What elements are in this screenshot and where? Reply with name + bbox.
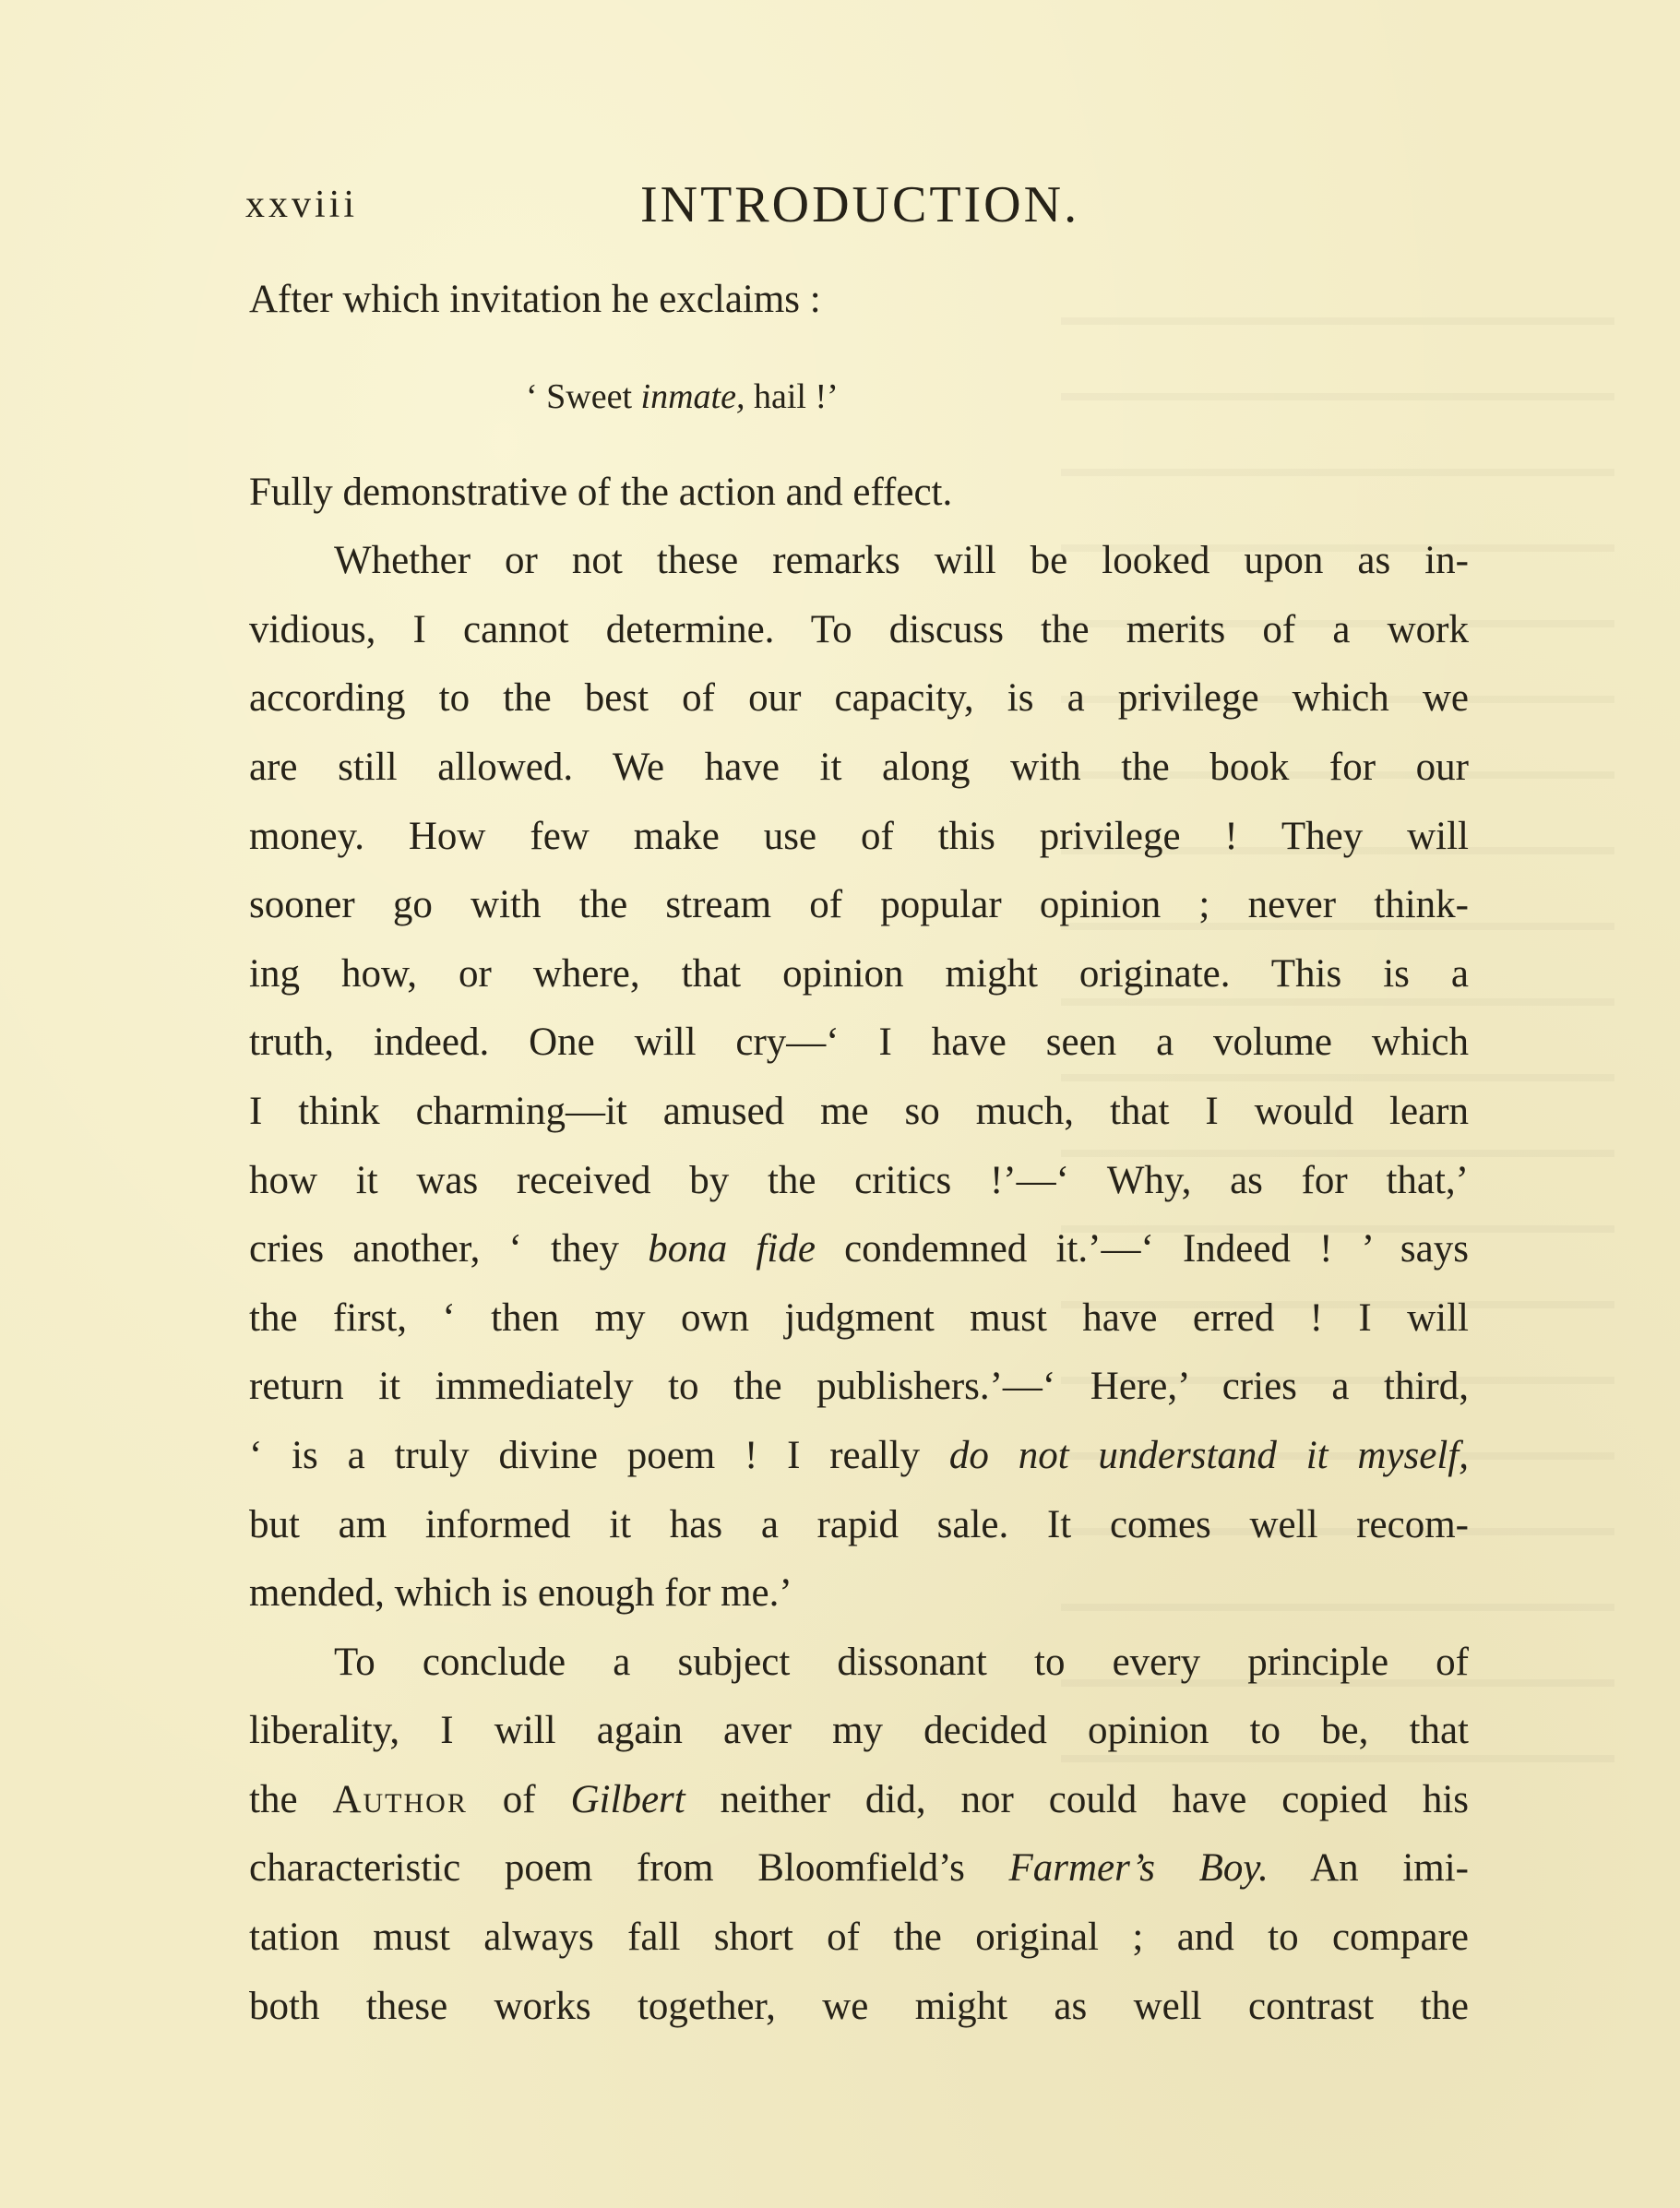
text-run: the: [249, 1777, 333, 1821]
text-line: [249, 1215, 1469, 1284]
italic-run: bona fide: [648, 1227, 816, 1271]
quote-emphasis: inmate,: [640, 376, 745, 416]
text-line: vidious, I cannot determine. To discuss the merits of a work: [249, 607, 1469, 651]
text-run: cries another, ‘ they: [249, 1227, 649, 1271]
text-line: tation must always fall short of the original ; and to compare: [249, 1916, 1469, 1960]
paragraph-end: mended, which is enough for me.’: [249, 1571, 792, 1616]
text-run: ‘ is a truly divine poem ! I really: [249, 1433, 949, 1477]
text-line: [249, 1766, 1469, 1835]
verse-quote: [249, 335, 1469, 459]
italic-run: do not understand it myself,: [948, 1433, 1469, 1477]
text-line: money. How few make use of this privilege ! They will: [249, 814, 1469, 858]
text-run: condemned it.’—‘ Indeed ! ’ says: [815, 1227, 1469, 1271]
italic-run: Gilbert: [570, 1777, 685, 1821]
text-run: An imi-: [1268, 1846, 1469, 1891]
text-line: how it was received by the critics !’—‘ Why, as for that,’: [249, 1158, 1469, 1202]
text-line: but am informed it has a rapid sale. It comes well recom-: [249, 1502, 1469, 1546]
text-run: characteristic poem from Bloomfield’s: [249, 1846, 1009, 1891]
text-line: liberality, I will again aver my decided opinion to be, that: [249, 1709, 1469, 1753]
text-line: return it immediately to the publishers.’—‘ Here,’ cries a third,: [249, 1365, 1469, 1409]
body-text: [249, 266, 1469, 2041]
text-line: are still allowed. We have it along with the book for our: [249, 745, 1469, 789]
text-line: sooner go with the stream of popular opinion ; never think-: [249, 883, 1469, 927]
running-title: INTRODUCTION.: [640, 176, 1080, 233]
quote-close: hail !’: [745, 376, 839, 416]
italic-run: Farmer’s Boy.: [1008, 1846, 1269, 1891]
text-line: [249, 1834, 1469, 1904]
text-line: the first, ‘ then my own judgment must have erred ! I will: [249, 1295, 1469, 1340]
paragraph-start: To conclude a subject dissonant to every principle of: [334, 1640, 1469, 1684]
text-line: Fully demonstrative of the action and effect.: [249, 470, 953, 514]
page-number: xxviii: [245, 184, 359, 226]
small-caps-run: Author: [332, 1777, 468, 1821]
text-run: of: [467, 1777, 571, 1821]
text-line: [249, 1422, 1469, 1491]
paragraph-start: Whether or not these remarks will be looked upon as in-: [334, 539, 1469, 583]
running-head: [245, 175, 1472, 240]
text-line: After which invitation he exclaims :: [249, 278, 821, 321]
text-line: according to the best of our capacity, is a privilege which we: [249, 676, 1469, 721]
quote-open: ‘ Sweet: [526, 376, 641, 416]
text-line: both these works together, we might as well contrast the: [249, 1984, 1469, 2028]
text-line: truth, indeed. One will cry—‘ I have seen a volume which: [249, 1020, 1469, 1065]
text-line: I think charming—it amused me so much, that I would learn: [249, 1089, 1469, 1133]
text-run: neither did, nor could have copied his: [685, 1777, 1469, 1821]
text-line: ing how, or where, that opinion might originate. This is a: [249, 951, 1469, 996]
